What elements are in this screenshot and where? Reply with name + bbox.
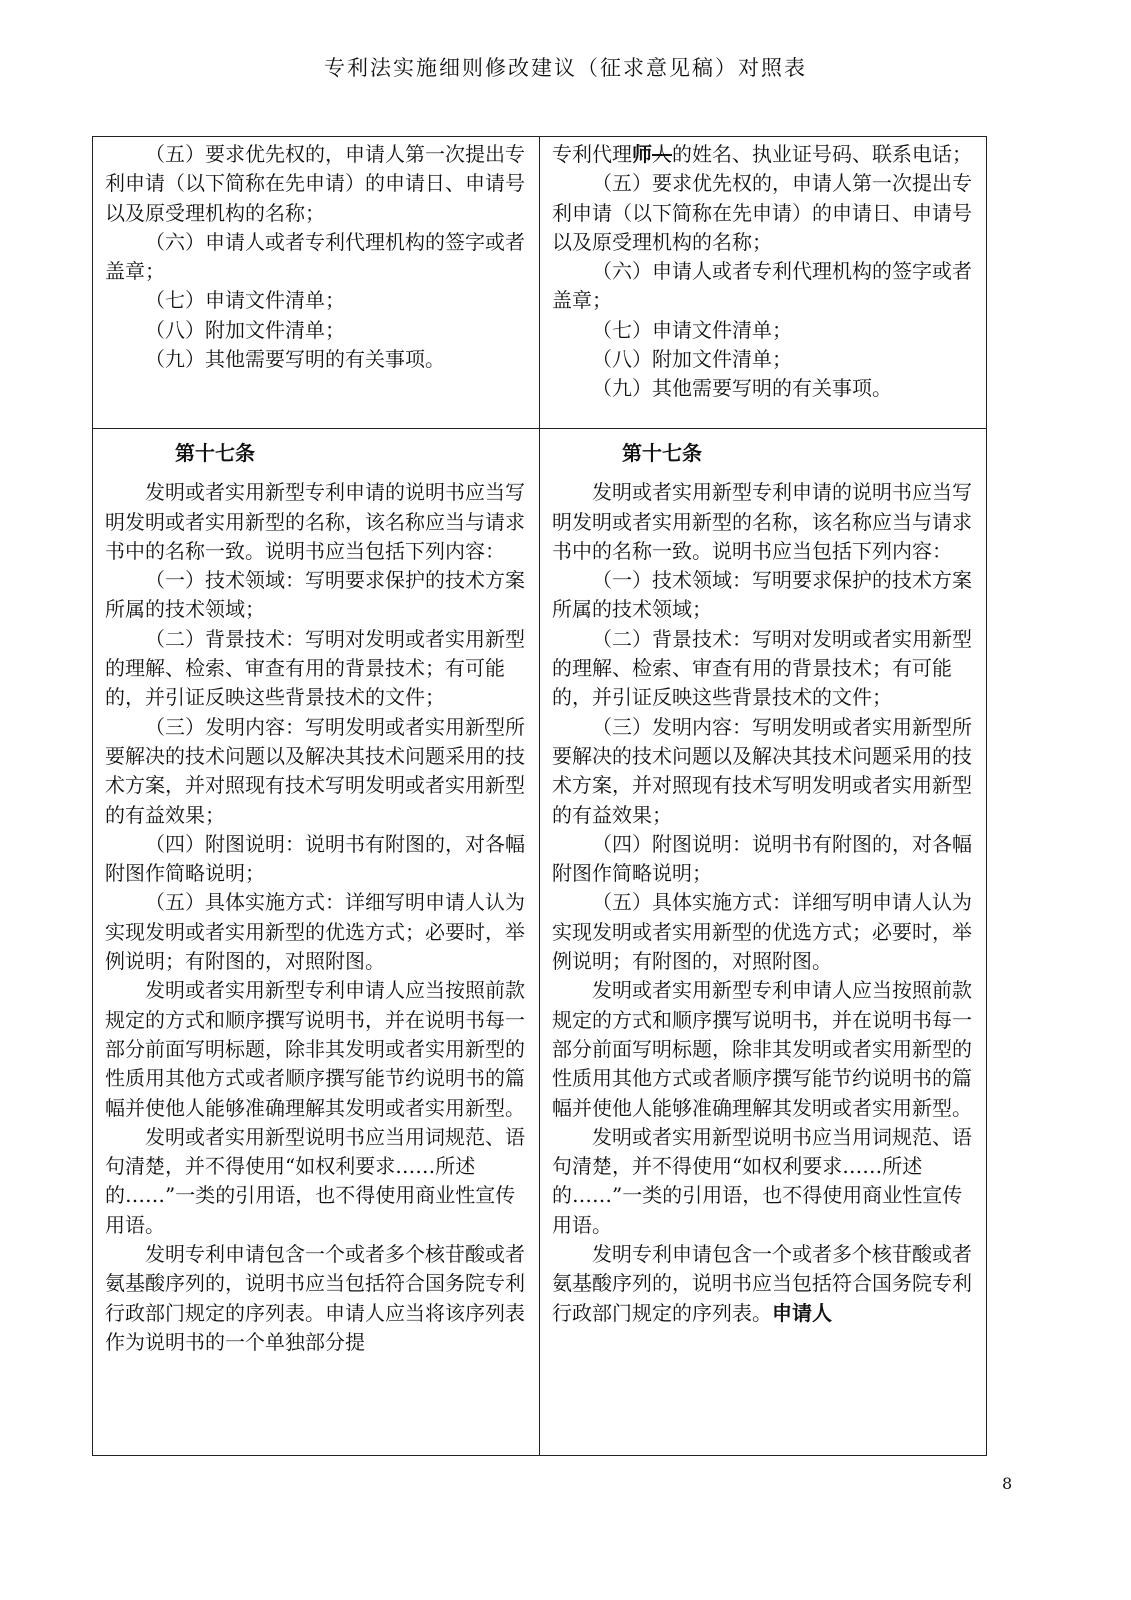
table-row bbox=[93, 429, 987, 1456]
original-text-cell bbox=[93, 429, 540, 1456]
clause-paragraph: （一）技术领域：写明要求保护的技术方案所属的技术领域； bbox=[552, 568, 972, 622]
clause-paragraph: （三）发明内容：写明发明或者实用新型所要解决的技术问题以及解决其技术问题采用的技术方案，并对照现有技术写明发明或者实用新型的有益效果； bbox=[105, 714, 525, 827]
clause-paragraph: 发明或者实用新型专利申请的说明书应当写明发明或者实用新型的名称，该名称应当与请求书中的名称一致。说明书应当包括下列内容： bbox=[105, 480, 525, 563]
clause-paragraph: （八）附加文件清单； bbox=[592, 347, 792, 372]
text-run: 专利代理 bbox=[552, 142, 632, 166]
clause-paragraph: 发明专利申请包含一个或者多个核苷酸或者氨基酸序列的，说明书应当包括符合国务院专利行政部门规定的序列表。申请人应当将该序列表作为说明书的一个单独部分提 bbox=[105, 1242, 525, 1354]
clause-paragraph: （二）背景技术：写明对发明或者实用新型的理解、检索、审查有用的背景技术；有可能的，并引证反映这些背景技术的文件； bbox=[105, 626, 525, 710]
clause-paragraph: （二）背景技术：写明对发明或者实用新型的理解、检索、审查有用的背景技术；有可能的，并引证反映这些背景技术的文件； bbox=[552, 626, 972, 710]
clause-paragraph: （一）技术领域：写明要求保护的技术方案所属的技术领域； bbox=[105, 568, 525, 622]
clause-paragraph: （五）要求优先权的，申请人第一次提出专利申请（以下简称在先申请）的申请日、申请号以及原受理机构的名称； bbox=[105, 142, 525, 225]
comparison-table bbox=[92, 136, 987, 1456]
text-run: 的姓名、执业证号码、联系电话； bbox=[672, 142, 972, 166]
clause-paragraph: （六）申请人或者专利代理机构的签字或者盖章； bbox=[105, 229, 525, 284]
clause-paragraph: （九）其他需要写明的有关事项。 bbox=[145, 347, 445, 372]
clause-paragraph: 发明或者实用新型说明书应当用词规范、语句清楚，并不得使用“如权利要求……所述的……”一类的引用语，也不得使用商业性宣传用语。 bbox=[105, 1124, 525, 1237]
revised-text-cell bbox=[540, 429, 987, 1456]
clause-paragraph bbox=[552, 1240, 978, 1328]
article-heading: 第十七条 bbox=[622, 441, 702, 465]
clause-paragraph: （九）其他需要写明的有关事项。 bbox=[592, 376, 892, 401]
original-text-cell bbox=[93, 137, 540, 429]
page-number: 8 bbox=[1002, 1474, 1013, 1493]
clause-paragraph: （六）申请人或者专利代理机构的签字或者盖章； bbox=[552, 259, 972, 313]
clause-paragraph: （八）附加文件清单； bbox=[145, 317, 345, 342]
clause-paragraph: 发明或者实用新型说明书应当用词规范、语句清楚，并不得使用“如权利要求……所述的……”一类的引用语，也不得使用商业性宣传用语。 bbox=[552, 1124, 972, 1237]
table-row bbox=[93, 137, 987, 429]
clause-paragraph: （五）具体实施方式：详细写明申请人认为实现发明或者实用新型的优选方式；必要时，举例说明；有附图的，对照附图。 bbox=[552, 890, 972, 974]
inserted-text: 师 bbox=[632, 142, 652, 166]
clause-paragraph: （七）申请文件清单； bbox=[145, 288, 345, 313]
clause-paragraph: （五）要求优先权的，申请人第一次提出专利申请（以下简称在先申请）的申请日、申请号以及原受理机构的名称； bbox=[552, 171, 972, 254]
deleted-text: 人 bbox=[652, 142, 672, 166]
clause-paragraph: 发明或者实用新型专利申请人应当按照前款规定的方式和顺序撰写说明书，并在说明书每一部分前面写明标题，除非其发明或者实用新型的性质用其他方式或者顺序撰写能节约说明书的篇幅并使他人能够准确理解其发明或者实用新型。 bbox=[105, 978, 525, 1120]
clause-paragraph: （七）申请文件清单； bbox=[592, 317, 792, 342]
revised-text-cell bbox=[540, 137, 987, 429]
article-heading: 第十七条 bbox=[175, 441, 255, 465]
clause-paragraph: 发明或者实用新型专利申请人应当按照前款规定的方式和顺序撰写说明书，并在说明书每一部分前面写明标题，除非其发明或者实用新型的性质用其他方式或者顺序撰写能节约说明书的篇幅并使他人能够准确理解其发明或者实用新型。 bbox=[552, 978, 972, 1120]
clause-paragraph: 发明或者实用新型专利申请的说明书应当写明发明或者实用新型的名称，该名称应当与请求书中的名称一致。说明书应当包括下列内容： bbox=[552, 480, 972, 563]
page-header-title: 专利法实施细则修改建议（征求意见稿）对照表 bbox=[324, 56, 807, 80]
clause-paragraph: （五）具体实施方式：详细写明申请人认为实现发明或者实用新型的优选方式；必要时，举例说明；有附图的，对照附图。 bbox=[105, 890, 525, 974]
clause-paragraph bbox=[552, 140, 978, 169]
inserted-text: 申请人 bbox=[772, 1300, 832, 1325]
clause-paragraph: （四）附图说明：说明书有附图的，对各幅附图作简略说明； bbox=[552, 831, 972, 886]
clause-paragraph: （四）附图说明：说明书有附图的，对各幅附图作简略说明； bbox=[105, 831, 525, 886]
text-run: 发明专利申请包含一个或者多个核苷酸或者氨基酸序列的，说明书应当包括符合国务院专利行政部门规定的序列表。 bbox=[552, 1242, 972, 1325]
clause-paragraph: （三）发明内容：写明发明或者实用新型所要解决的技术问题以及解决其技术问题采用的技术方案，并对照现有技术写明发明或者实用新型的有益效果； bbox=[552, 714, 972, 827]
